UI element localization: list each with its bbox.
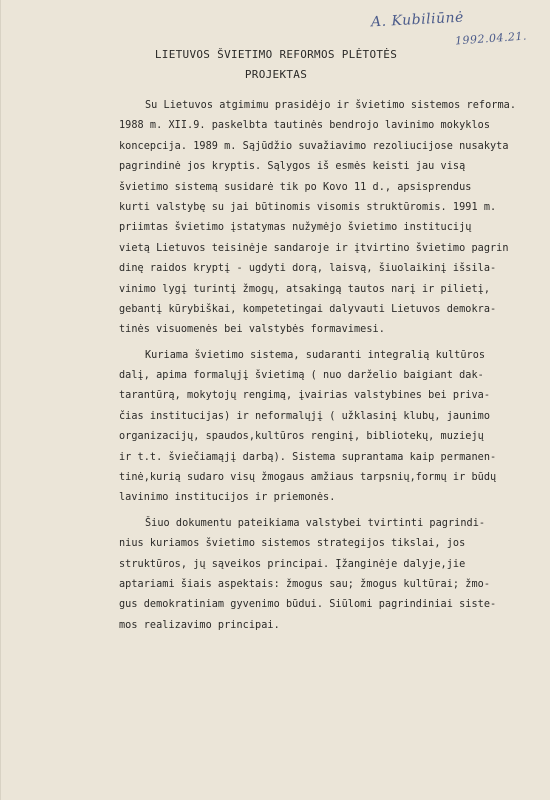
text-line: čias institucijas) ir neformalųjį ( užklasinį klubų, jaunimo [119, 410, 491, 422]
text-line: vietą Lietuvos teisinėje sandaroje ir įtvirtino švietimo pagrin [119, 242, 509, 254]
text-line: 1988 m. XII.9. paskelbta tautinės bendrojo lavinimo mokyklos [119, 120, 491, 132]
paragraph [119, 514, 541, 636]
text-line: organizacijų, spaudos,kultūros renginį, bibliotekų, muziejų [119, 431, 484, 443]
text-line: pagrindinė jos kryptis. Sąlygos iš esmės keisti jau visą [119, 161, 466, 173]
text-line: ir t.t. šviečiamąjį darbą). Sistema suprantama kaip permanen- [119, 451, 497, 463]
paragraph [119, 346, 541, 509]
text-line: mos realizavimo principai. [119, 619, 280, 631]
text-line: švietimo sistemą susidarė tik po Kovo 11 d., apsisprendus [119, 181, 472, 193]
text-line: kurti valstybę su jai būtinomis visomis struktūromis. 1991 m. [119, 201, 497, 213]
text-line: lavinimo institucijos ir priemonės. [119, 492, 336, 504]
title-line: LIETUVOS ŠVIETIMO REFORMOS PLĖTOTĖS [154, 48, 398, 61]
title-line: PROJEKTAS [244, 68, 308, 82]
signature: A. Kubiliūnė [370, 9, 465, 31]
text-line: koncepcija. 1989 m. Sąjūdžio suvažiavimo rezoliucijose nusakyta [119, 140, 509, 152]
text-line: Šiuo dokumentu pateikiama valstybei tvirtinti pagrindi- [145, 517, 486, 529]
text-line: tinės visuomenės bei valstybės formavimesi. [119, 324, 385, 336]
paragraph [119, 96, 541, 341]
text-line: gebantį kūrybiškai, kompetetingai dalyvauti Lietuvos demokra- [119, 303, 497, 315]
document-title [1, 44, 550, 85]
text-line: Kuriama švietimo sistema, sudaranti integralią kultūros [145, 349, 486, 361]
text-line: tinė,kurią sudaro visų žmogaus amžiaus tarpsnių,formų ir būdų [119, 472, 497, 484]
text-line: dinę raidos kryptį - ugdyti dorą, laisvą, šiuolaikinį išsila- [119, 263, 497, 275]
text-line: dalį, apima formalųjį švietimą ( nuo darželio baigiant dak- [119, 370, 484, 382]
annotation-date: 1992.04.21. [454, 29, 528, 48]
text-line: gus demokratiniam gyvenimo būdui. Siūlomi pagrindiniai siste- [119, 599, 497, 611]
document-body [119, 96, 541, 636]
text-line: priimtas švietimo įstatymas nužymėjo švietimo institucijų [119, 222, 472, 234]
text-line: struktūros, jų sąveikos principai. Įžanginėje dalyje,jie [119, 558, 466, 570]
text-line: vinimo lygį turintį žmogų, atsakingą tautos narį ir pilietį, [119, 283, 491, 295]
text-line: tarantūrą, mokytojų rengimą, įvairias valstybines bei priva- [119, 390, 491, 402]
text-line: nius kuriamos švietimo sistemos strategijos tikslai, jos [119, 538, 466, 550]
text-line: aptariami šiais aspektais: žmogus sau; žmogus kultūrai; žmo- [119, 578, 491, 590]
text-line: Su Lietuvos atgimimu prasidėjo ir švietimo sistemos reforma. [145, 100, 517, 111]
